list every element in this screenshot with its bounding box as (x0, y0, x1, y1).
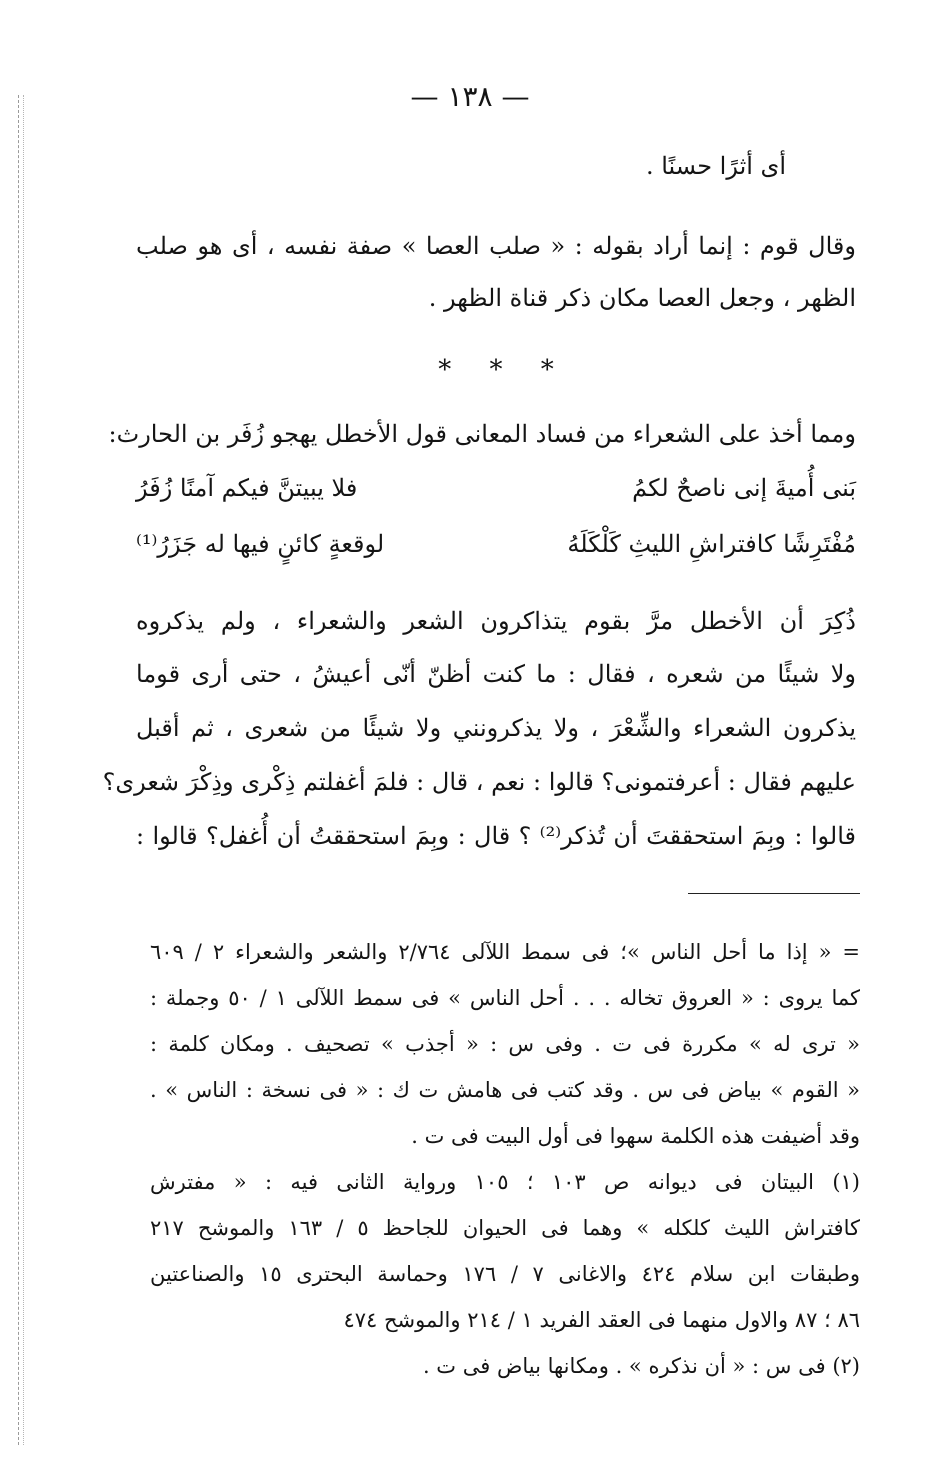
verse-hemistich: فلا يبيتنَّ فيكم آمنًا زُفَرُ (136, 474, 358, 502)
footnote-line: (١) البيتان فى ديوانه ص ١٠٣ ؛ ١٠٥ ورواية الثانى فيه : « مفترش (150, 1170, 860, 1194)
verse-line (136, 530, 856, 558)
verse-hemistich: مُفْتَرِشًا كافتراشِ الليثِ كَلْكَلَهُ (567, 530, 856, 558)
text-line: وقال قوم : إنما أراد بقوله : « صلب العصا » صفة نفسه ، أى هو صلب (136, 232, 856, 260)
text-line: ولا شيئًا من شعره ، فقال : ما كنت أظنّ أنّى أعيشُ ، حتى أرى قوما (136, 660, 856, 688)
text-line: قالوا : وبِمَ استحققتَ أن تُذكر⁽²⁾ ؟ قال : وبِمَ استحققتُ أن أُغفل؟ قالوا : (136, 822, 856, 850)
verse-hemistich: بَنى أُميةَ إنى ناصحٌ لكمُ (632, 474, 856, 502)
footnote-line: وطبقات ابن سلام ٤٢٤ والاغانى ٧ / ١٧٦ وحماسة البحترى ١٥ والصناعتين (150, 1262, 860, 1286)
footnote-line: (٢) فى س : « أن نذكره » . ومكانها بياض فى ت . (422, 1354, 860, 1378)
footnote-line: كما يروى : « العروق تخاله . . . أحل الناس » فى سمط اللآلى ١ / ٥٠ وجملة : (150, 986, 860, 1010)
footnote-line: = « إذا ما أحل الناس »؛ فى سمط اللآلى ٢/٧٦٤ والشعر والشعراء ٢ / ٦٠٩ (150, 940, 860, 964)
section-separator: * * * (438, 355, 554, 385)
verse-line (136, 474, 856, 502)
text-line: ومما أخذ على الشعراء من فساد المعانى قول الأخطل يهجو زُفَر بن الحارث: (108, 420, 856, 448)
binding-edge (18, 95, 24, 1445)
footnote-line: « القوم » بياض فى س . وقد كتب فى هامش ت ك : « فى نسخة : الناس » . (150, 1078, 860, 1102)
page-number: — ١٣٨ — (410, 80, 530, 113)
text-line: الظهر ، وجعل العصا مكان ذكر قناة الظهر . (428, 284, 856, 312)
footnote-rule (688, 893, 860, 894)
footnote-line: وقد أضيفت هذه الكلمة سهوا فى أول البيت فى ت . (411, 1124, 860, 1148)
footnote-line: كافتراش الليث كلكله » وهما فى الحيوان للجاحظ ٥ / ١٦٣ والموشح ٢١٧ (150, 1216, 860, 1240)
text-line: ذُكِرَ أن الأخطل مرَّ بقوم يتذاكرون الشعر والشعراء ، ولم يذكروه (136, 607, 856, 635)
text-line: يذكرون الشعراء والشِّعْرَ ، ولا يذكرونني ولا شيئًا من شعرى ، ثم أقبل (136, 714, 856, 742)
text-line: عليهم فقال : أعرفتمونى؟ قالوا : نعم ، قال : فلمَ أغفلتم ذِكْرى وذِكْرَ شعرى؟ (102, 768, 856, 796)
footnote-line: ٨٦ ؛ ٨٧ والاول منهما فى العقد الفريد ١ / ٢١٤ والموشح ٤٧٤ (343, 1308, 860, 1332)
footnote-line: « ترى له » مكررة فى ت . وفى س : « أجذب » تصحيف . ومكان كلمة : (150, 1032, 860, 1056)
verse-hemistich: لوقعةٍ كائنٍ فيها له جَزَرُ⁽¹⁾ (136, 530, 385, 558)
text-line: أى أثرًا حسنًا . (645, 152, 786, 180)
